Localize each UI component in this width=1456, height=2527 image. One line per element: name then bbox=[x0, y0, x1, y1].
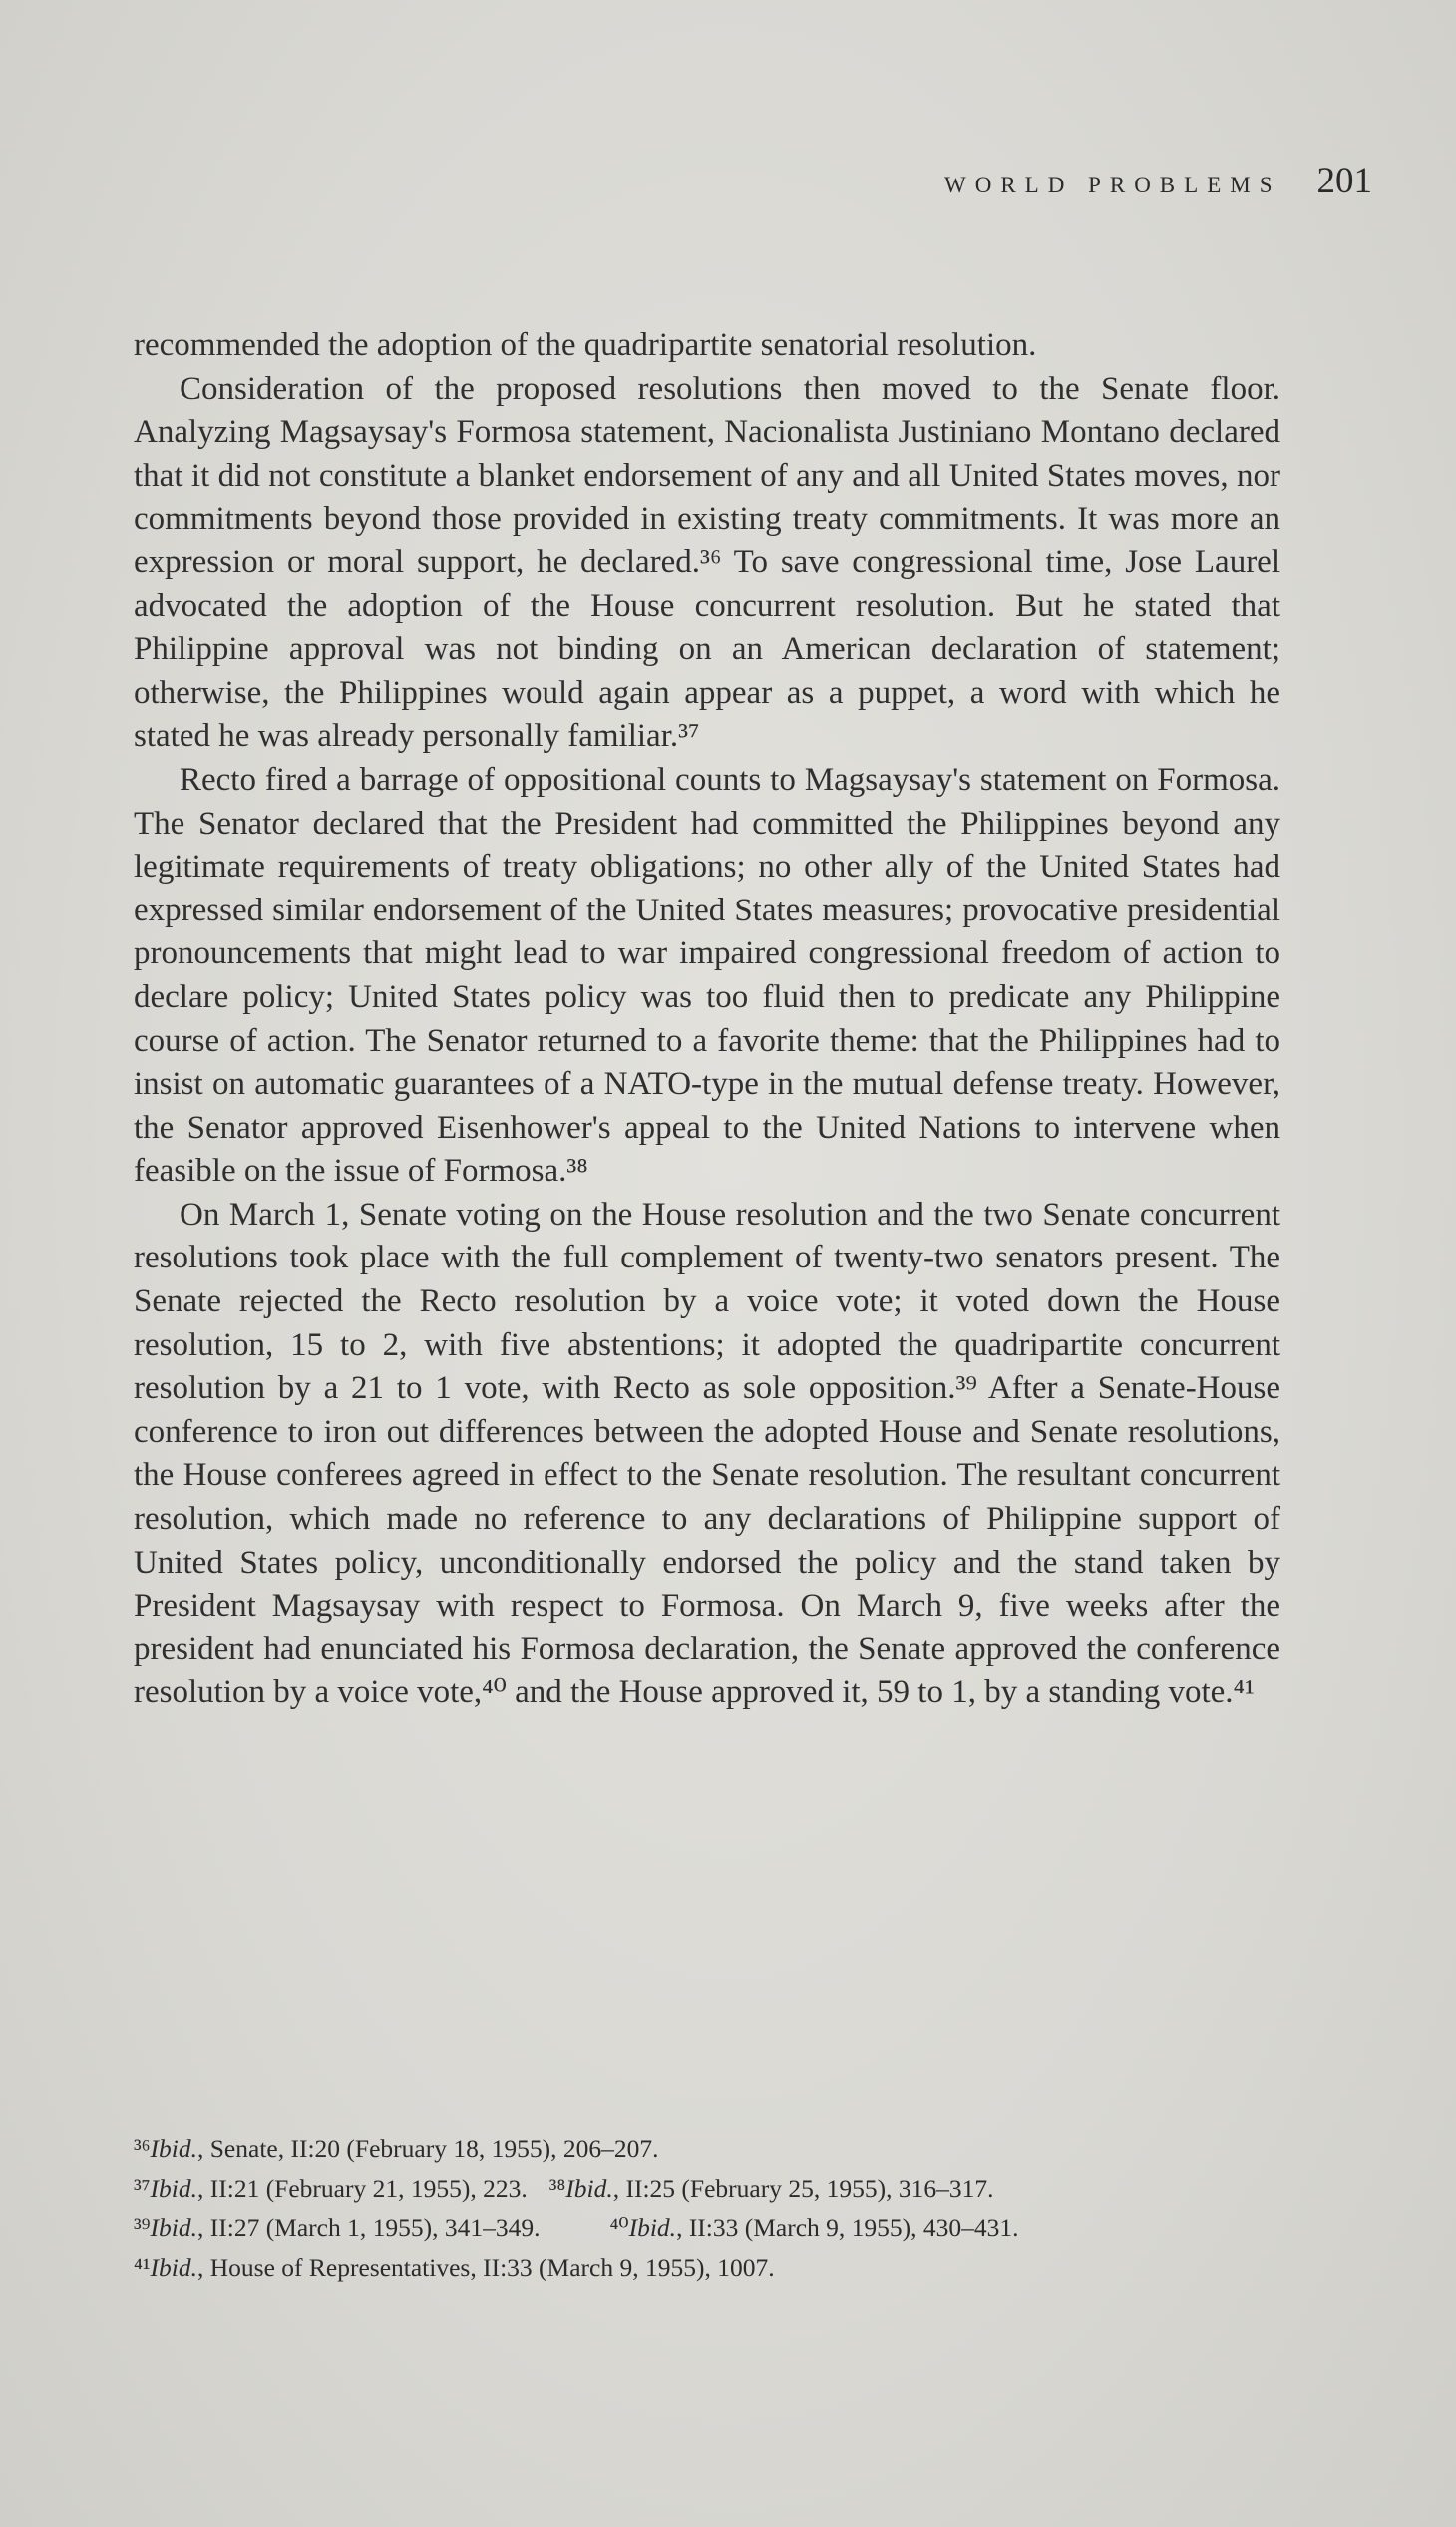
footnote-text: , II:27 (March 1, 1955), 341–349. bbox=[197, 2213, 541, 2242]
footnote-text: , Senate, II:20 (February 18, 1955), 206–207. bbox=[197, 2134, 659, 2163]
running-title: WORLD PROBLEMS bbox=[944, 173, 1281, 197]
paragraph-continued: recommended the adoption of the quadripartite senatorial resolution. bbox=[134, 327, 1037, 363]
footnote-37-38 bbox=[134, 2169, 1280, 2209]
body-text bbox=[134, 324, 1280, 1715]
footnote-ibid: Ibid. bbox=[150, 2134, 197, 2163]
footnote-number: ⁴¹ bbox=[134, 2252, 151, 2282]
running-head bbox=[944, 160, 1372, 202]
footnote-number: ⁴⁰ bbox=[609, 2213, 629, 2242]
footnote-text: , House of Representatives, II:33 (March 9, 1955), 1007. bbox=[197, 2252, 775, 2282]
footnote-text: , II:33 (March 9, 1955), 430–431. bbox=[676, 2213, 1019, 2242]
footnotes bbox=[134, 2129, 1280, 2287]
paragraph-march-vote: On March 1, Senate voting on the House resolution and the two Senate concurrent resolutions took place with the full complement of twenty-two senators present. The Senate rejected the Recto resolution by a voice vote; it voted down the House resolution, 15 to 2, with five abstentions; it adopted the quadripartite concurrent resolution by a 21 to 1 vote, with Recto as sole opposition.³⁹ After a Senate-House conference to iron out differences between the adopted House and Senate resolutions, the House conferees agreed in effect to the Senate resolution. The resultant concurrent resolution, which made no reference to any declarations of Philippine support of United States policy, unconditionally endorsed the policy and the stand taken by President Magsaysay with respect to Formosa. On March 9, five weeks after the president had enunciated his Formosa declaration, the Senate approved the conference resolution by a voice vote,⁴⁰ and the House approved it, 59 to 1, by a standing vote.⁴¹ bbox=[134, 1196, 1280, 1711]
page-number: 201 bbox=[1316, 161, 1372, 201]
footnote-number: ³⁷ bbox=[134, 2173, 151, 2203]
footnote-ibid: Ibid. bbox=[150, 2213, 197, 2242]
footnote-number: ³⁶ bbox=[134, 2134, 151, 2163]
paragraph-senate-floor: Consideration of the proposed resolutions then moved to the Senate floor. Analyzing Magsaysay's Formosa statement, Nacionalista Justiniano Montano declared that it did not constitute a blanket endorsement of any and all United States moves, nor commitments beyond those provided in existing treaty commitments. It was more an expression or moral support, he declared.³⁶ To save congressional time, Jose Laurel advocated the adoption of the House concurrent resolution. But he stated that Philippine approval was not binding on an American declaration of statement; otherwise, the Philippines would again appear as a puppet, a word with which he stated he was already personally familiar.³⁷ bbox=[134, 370, 1280, 755]
footnote-39-40 bbox=[134, 2208, 1280, 2248]
footnote-ibid: Ibid. bbox=[565, 2173, 613, 2203]
footnote-text: , II:21 (February 21, 1955), 223. bbox=[197, 2173, 528, 2203]
footnote-ibid: Ibid. bbox=[150, 2252, 197, 2282]
footnote-ibid: Ibid. bbox=[150, 2173, 197, 2203]
footnote-number: ³⁹ bbox=[134, 2213, 151, 2242]
footnote-text: , II:25 (February 25, 1955), 316–317. bbox=[612, 2173, 994, 2203]
paragraph-recto: Recto fired a barrage of oppositional counts to Magsaysay's statement on Formosa. The Senator declared that the President had committed the Philippines beyond any legitimate requirements of treaty obligations; no other ally of the United States had expressed similar endorsement of the United States measures; provocative presidential pronouncements that might lead to war impaired congressional freedom of action to declare policy; United States policy was too fluid then to predicate any Philippine course of action. The Senator returned to a favorite theme: that the Philippines had to insist on automatic guarantees of a NATO-type in the mutual defense treaty. However, the Senator approved Eisenhower's appeal to the United Nations to intervene when feasible on the issue of Formosa.³⁸ bbox=[134, 761, 1280, 1190]
footnote-ibid: Ibid. bbox=[628, 2213, 677, 2242]
footnote-number: ³⁸ bbox=[548, 2173, 566, 2203]
footnote-41 bbox=[134, 2248, 1280, 2288]
footnote-36 bbox=[134, 2129, 1280, 2169]
